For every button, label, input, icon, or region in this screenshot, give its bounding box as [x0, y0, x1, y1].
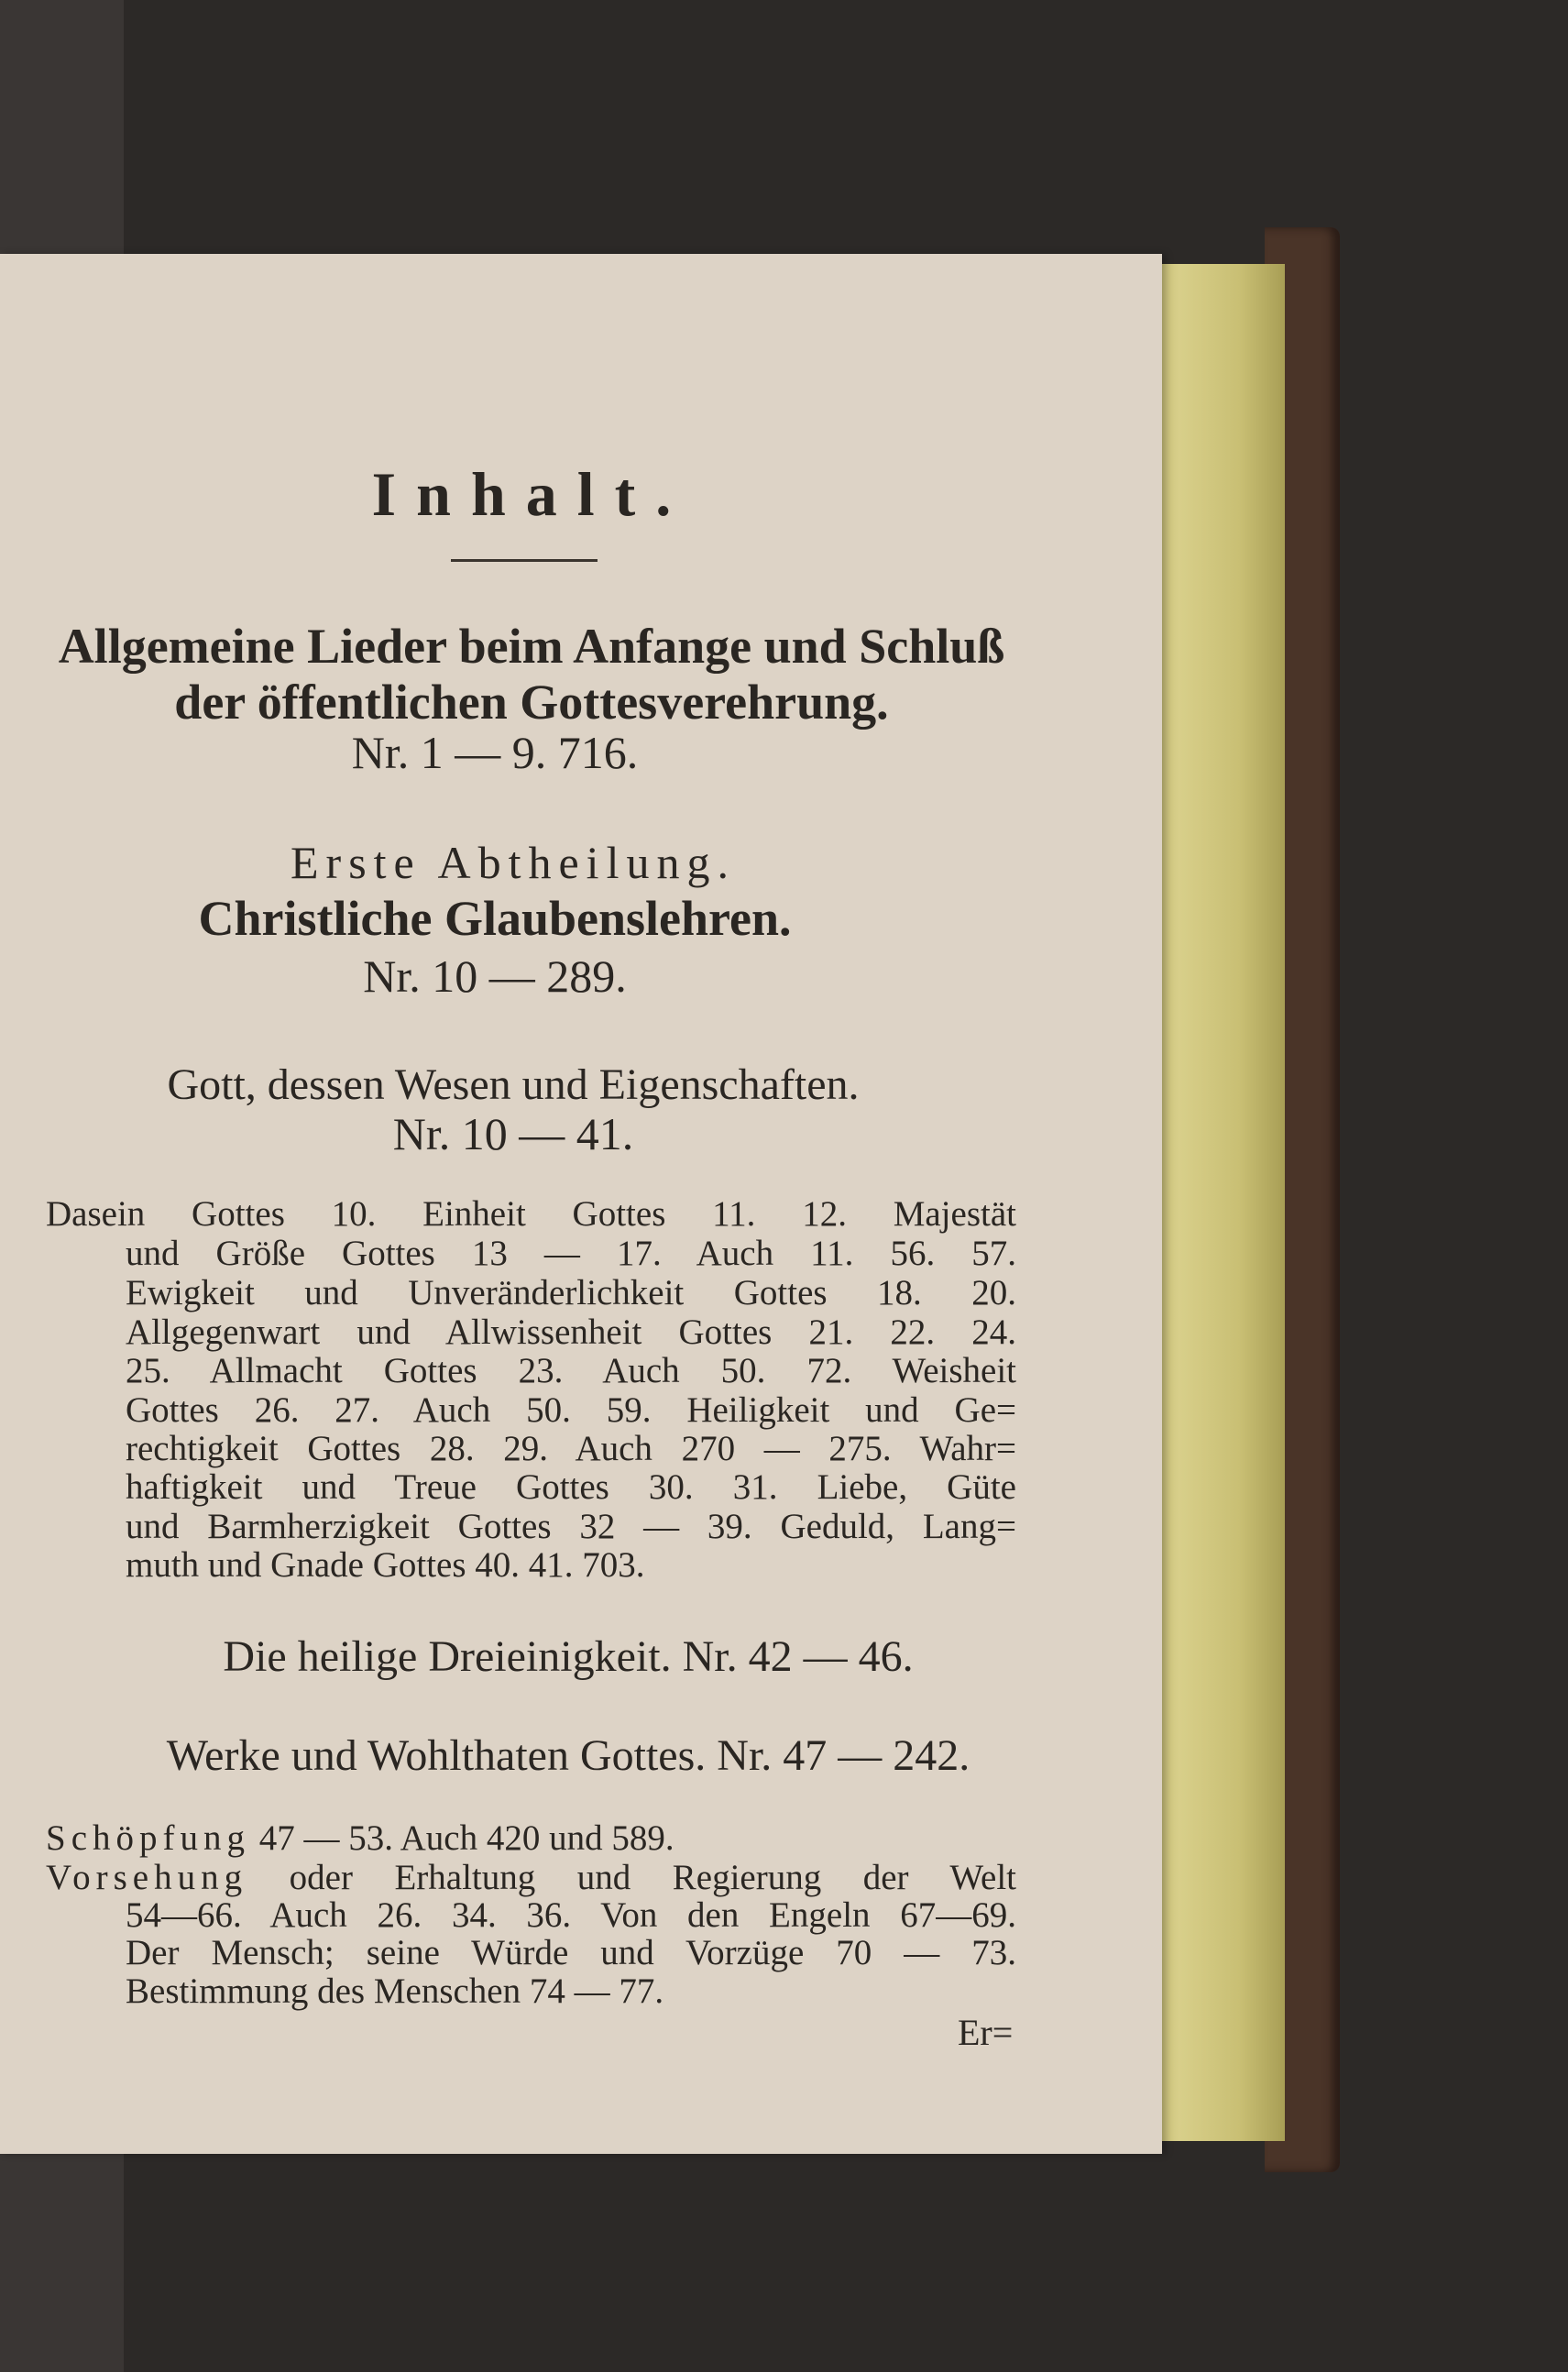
part-title: Christliche Glaubenslehren.	[198, 891, 792, 946]
entry-line: Bestimmung des Menschen 74 — 77.	[126, 1971, 664, 2011]
entry-line: Ewigkeit und Unveränderlichkeit Gottes 18. 20.	[126, 1273, 1016, 1312]
entry-line: 25. Allmacht Gottes 23. Auch 50. 72. Weisheit	[126, 1351, 1016, 1390]
title-rule	[451, 559, 598, 562]
entry-line: und Größe Gottes 13 — 17. Auch 11. 56. 57.	[126, 1234, 1016, 1273]
section-title: Gott, dessen Wesen und Eigenschaften.	[167, 1060, 860, 1109]
entry-line: rechtigkeit Gottes 28. 29. Auch 270 — 275. Wahr=	[126, 1429, 1016, 1468]
entry-line: Allgegenwart und Allwissenheit Gottes 21. 22. 24.	[126, 1312, 1016, 1352]
entry-line: Der Mensch; seine Würde und Vorzüge 70 — 73.	[126, 1933, 1016, 1972]
general-heading-line1: Allgemeine Lieder beim Anfange und Schluß	[58, 619, 1005, 674]
entry-line: muth und Gnade Gottes 40. 41. 703.	[126, 1545, 645, 1585]
section-numbers: Nr. 10 — 41.	[392, 1108, 634, 1159]
general-numbers: Nr. 1 — 9. 716.	[351, 727, 639, 778]
page-title: Inhalt.	[371, 459, 692, 529]
part-label: Erste Abtheilung.	[291, 837, 736, 888]
entry-line-providence	[46, 1857, 1016, 1898]
part-numbers: Nr. 10 — 289.	[363, 950, 627, 1002]
section-works: Werke und Wohlthaten Gottes. Nr. 47 — 242.	[166, 1731, 970, 1780]
entry-line: haftigkeit und Treue Gottes 30. 31. Liebe, Güte	[126, 1467, 1016, 1507]
providence-text: oder Erhaltung und Regierung der Welt	[289, 1858, 1016, 1897]
entry-line-creation	[46, 1817, 1016, 1859]
entry-line: Dasein Gottes 10. Einheit Gottes 11. 12. Majestät	[46, 1194, 1016, 1234]
creation-refs: 47 — 53. Auch 420 und 589.	[258, 1818, 674, 1858]
entry-line: und Barmherzigkeit Gottes 32 — 39. Geduld, Lang=	[126, 1507, 1016, 1546]
entry-line: Gottes 26. 27. Auch 50. 59. Heiligkeit und Ge=	[126, 1390, 1016, 1430]
section-trinity: Die heilige Dreieinigkeit. Nr. 42 — 46.	[223, 1632, 914, 1681]
catchword: Er=	[958, 2012, 1014, 2053]
general-heading-line2: der öffentlichen Gottesverehrung.	[174, 675, 889, 730]
entry-line: 54—66. Auch 26. 34. 36. Von den Engeln 67—69.	[126, 1895, 1016, 1935]
creation-label: Schöpfung	[46, 1818, 250, 1858]
providence-label: Vorsehung	[46, 1858, 248, 1897]
